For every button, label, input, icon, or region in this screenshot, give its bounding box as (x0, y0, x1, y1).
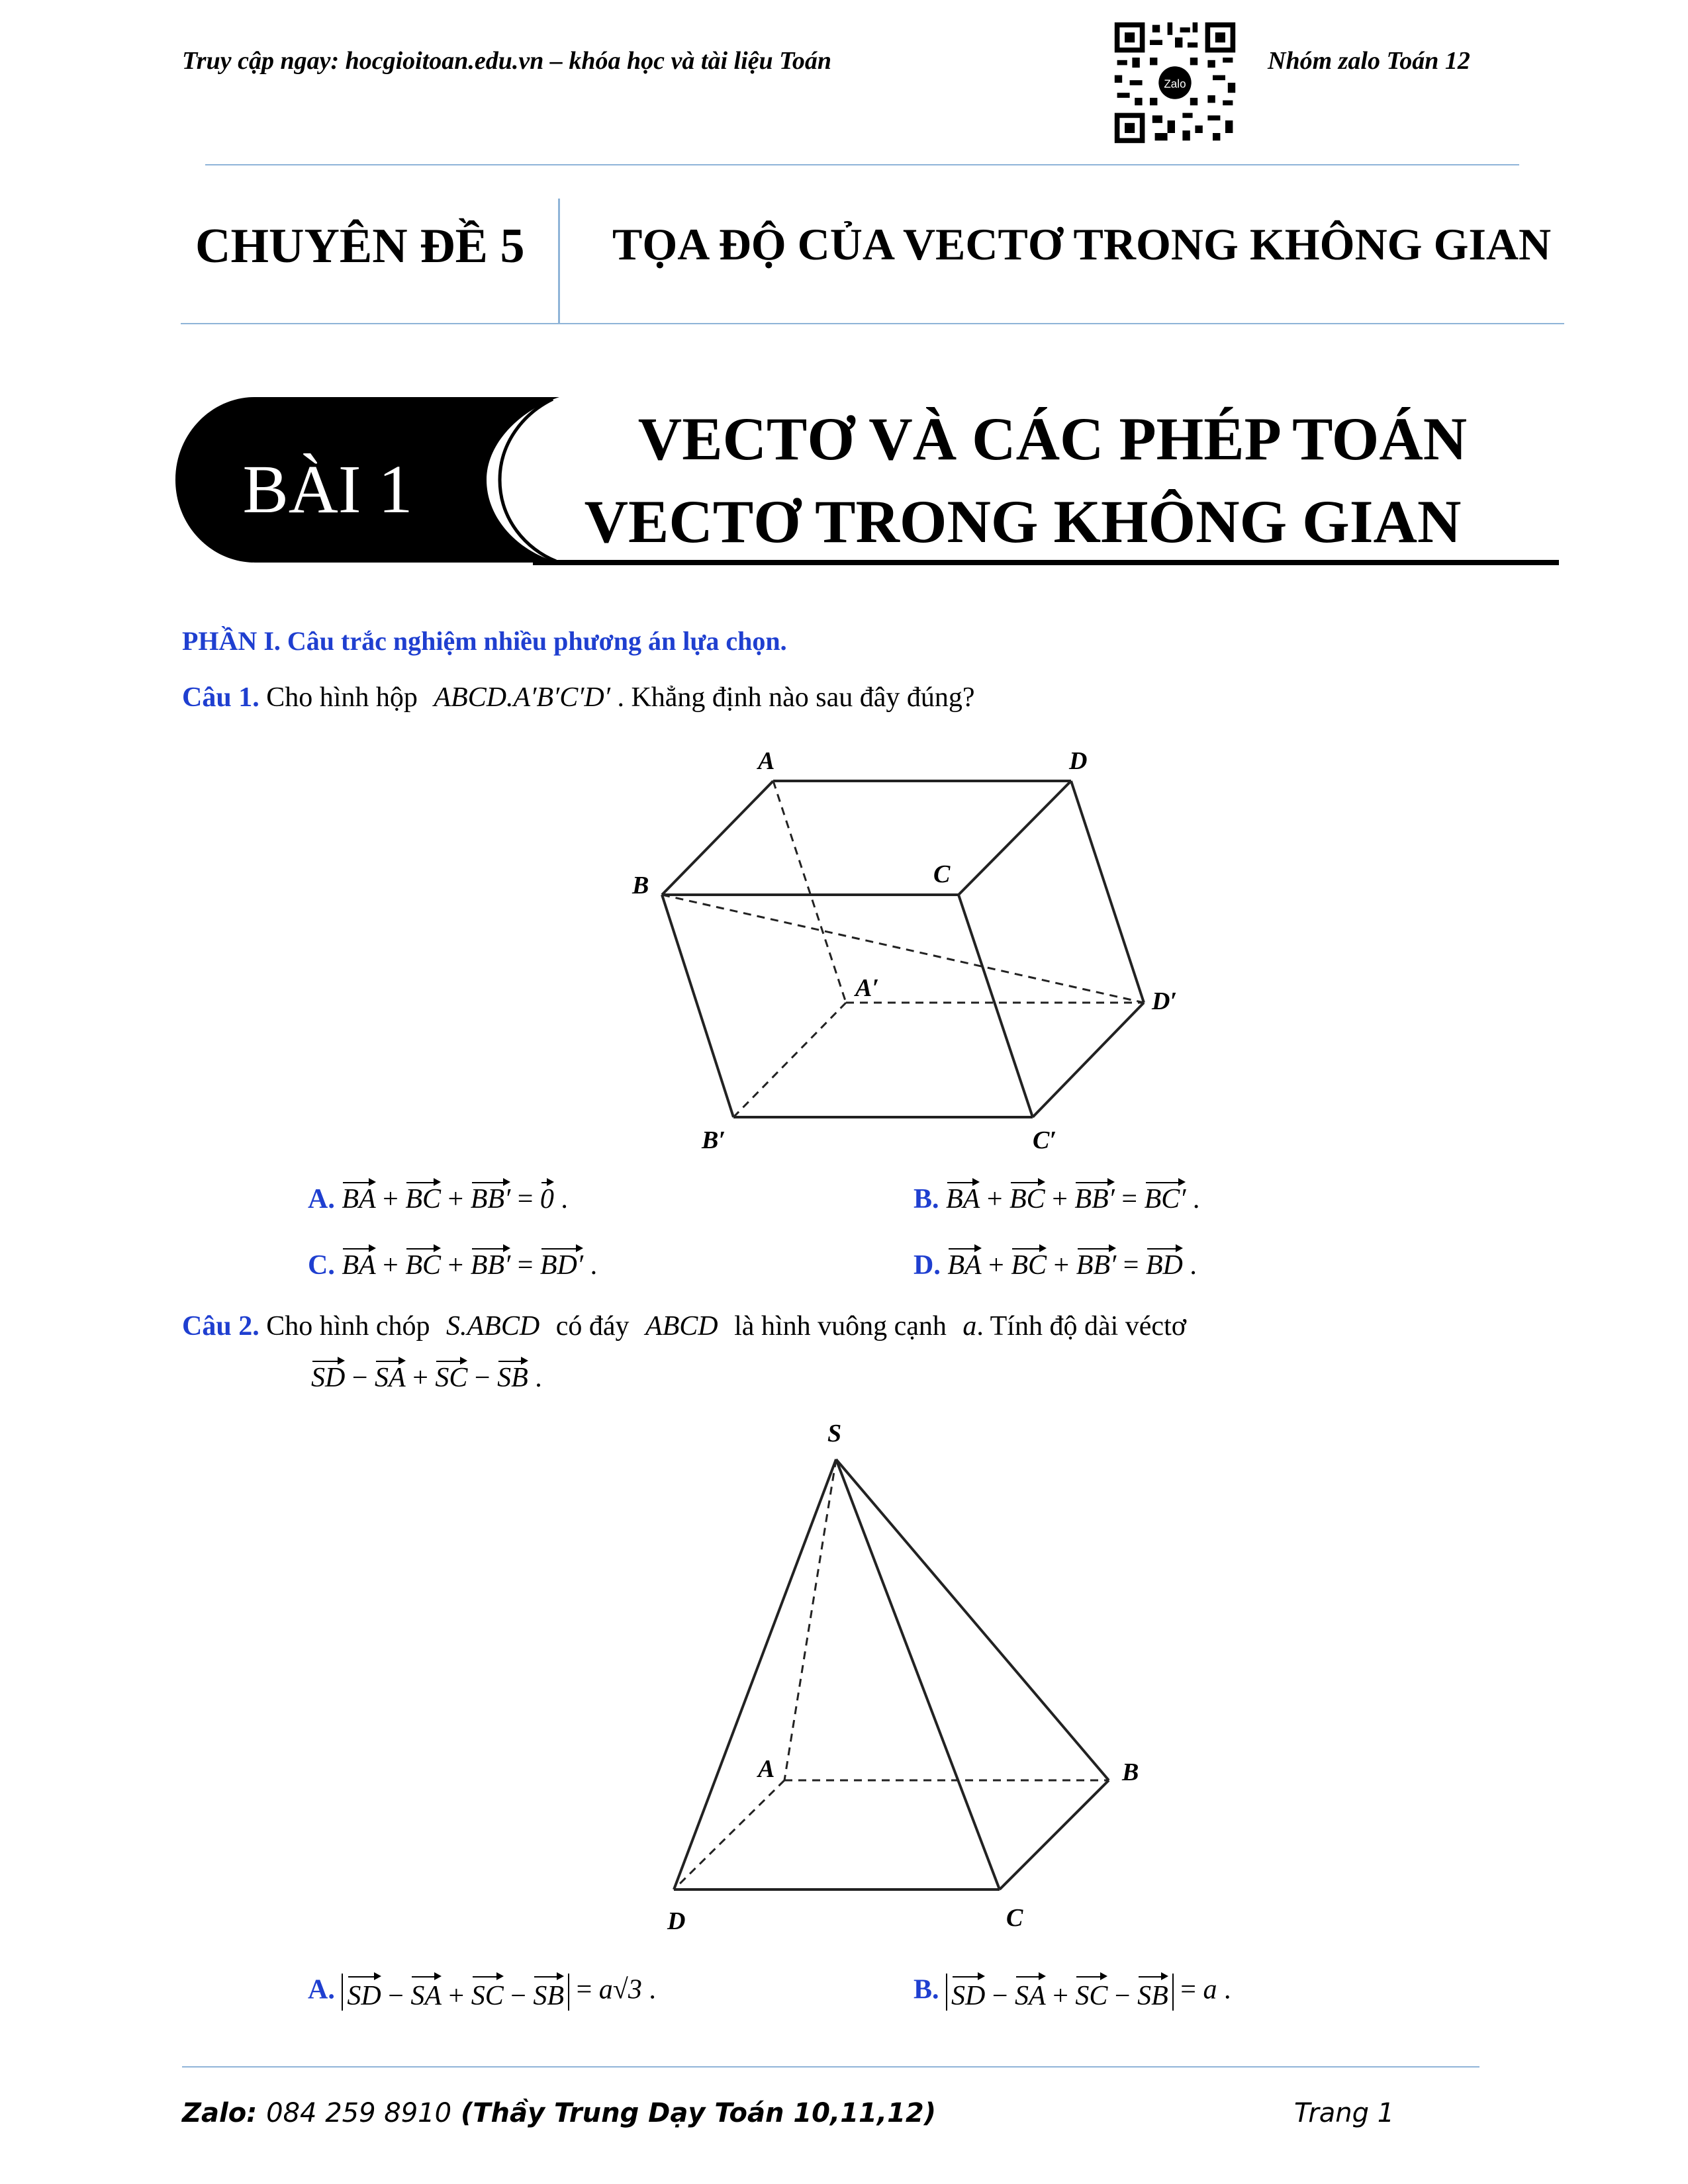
vector: SD (311, 1358, 345, 1394)
fig2-label-s: S (827, 1420, 842, 1447)
question-1-text-after: . Khẳng định nào sau đây đúng? (617, 682, 975, 713)
lesson-label: BÀI 1 (242, 451, 413, 527)
vector: SC (471, 1974, 504, 2015)
question-2-math: a (962, 1311, 977, 1342)
fig1-label-c-prime: C′ (1033, 1126, 1057, 1154)
vector: SA (1015, 1974, 1046, 2015)
fig2-label-c: C (1006, 1904, 1023, 1932)
q1-option-b[interactable]: B. BA + BC + BB′ = BC′ . (914, 1179, 1199, 1215)
question-2-text: . Tính độ dài véctơ (976, 1311, 1186, 1342)
q2-option-b[interactable]: B. SD − SA + SC − SB = a . (914, 1974, 1231, 2011)
q2-option-a[interactable]: A. SD − SA + SC − SB = a√3 . (308, 1974, 656, 2011)
q1-option-d[interactable]: D. BA + BC + BB′ = BD . (914, 1246, 1197, 1281)
vector: SA (375, 1358, 406, 1394)
question-1-text: Cho hình hộp (266, 682, 418, 713)
fig2-label-b: B (1122, 1758, 1139, 1786)
q1-option-c-label: C. (308, 1250, 335, 1281)
question-2-text: Cho hình chóp (266, 1311, 430, 1342)
vector: SA (410, 1974, 442, 2015)
lesson-title-line1: VECTƠ VÀ CÁC PHÉP TOÁN (637, 405, 1468, 473)
question-2-expression: SD − SA + SC − SB . (311, 1358, 542, 1394)
question-2-label: Câu 2. (182, 1311, 259, 1342)
vector: BC (405, 1246, 441, 1281)
q1-option-b-label: B. (914, 1184, 939, 1214)
vector: BD (1146, 1246, 1183, 1281)
topic-title: TỌA ĐỘ CỦA VECTƠ TRONG KHÔNG GIAN (612, 219, 1552, 269)
topic-separator (558, 199, 560, 324)
fig1-label-a: A (758, 747, 775, 775)
norm-bars: SD − SA + SC − SB (342, 1974, 569, 2011)
vector: SB (1137, 1974, 1168, 2015)
vector: SD (347, 1974, 381, 2015)
figure-pyramid (629, 1410, 1192, 1946)
footer-zalo-label: Zalo: (182, 2098, 258, 2128)
topic-rule (181, 323, 1564, 324)
question-2-text: có đáy (555, 1311, 630, 1342)
question-1 (182, 682, 975, 713)
footer-page-number: Trang 1 (1294, 2098, 1395, 2128)
vector: BB′ (1076, 1246, 1117, 1281)
vector: BA (947, 1246, 981, 1281)
vector: BD′ (540, 1246, 583, 1281)
qr-center-label: Zalo (1164, 77, 1186, 91)
vector: BC′ (1145, 1179, 1186, 1215)
fig1-label-d: D (1069, 747, 1088, 775)
vector: SC (435, 1358, 467, 1394)
footer-rule (182, 2066, 1479, 2068)
vector: BB′ (471, 1246, 511, 1281)
vector: BA (946, 1179, 980, 1215)
question-2-math: S.ABCD (446, 1311, 540, 1342)
q1-option-a[interactable]: A. BA + BC + BB′ = 0 . (308, 1179, 568, 1215)
vector: BA (342, 1246, 375, 1281)
fig1-label-c: C (933, 860, 951, 888)
vector: SD (951, 1974, 985, 2015)
fig2-label-d: D (667, 1907, 686, 1935)
figure-parallelepiped (596, 735, 1225, 1165)
q2-option-b-label: B. (914, 1974, 939, 2005)
fig1-label-b: B (632, 872, 649, 899)
vector: BA (342, 1179, 375, 1215)
vector: BB′ (1074, 1179, 1115, 1215)
vector: BC (1009, 1179, 1045, 1215)
vector: BC (405, 1179, 441, 1215)
vector: SB (497, 1358, 528, 1394)
fig2-label-a: A (758, 1755, 775, 1783)
question-2-text: là hình vuông cạnh (734, 1311, 947, 1342)
header-group-text: Nhóm zalo Toán 12 (1268, 47, 1470, 75)
header-site-text: Truy cập ngay: hocgioitoan.edu.vn – khóa học và tài liệu Toán (182, 47, 832, 75)
question-1-math: ABCD.A′B′C′D′ (434, 682, 610, 713)
vector: SB (533, 1974, 564, 2015)
vector: SC (1075, 1974, 1107, 2015)
question-2-math: ABCD (645, 1311, 718, 1342)
question-2 (182, 1310, 1186, 1342)
header-rule (205, 164, 1519, 165)
question-1-label: Câu 1. (182, 682, 259, 713)
part-heading: PHẦN I. Câu trắc nghiệm nhiều phương án lựa chọn. (182, 626, 787, 656)
q2-option-b-value: a (1203, 1974, 1217, 2005)
footer-phone: 084 259 8910 (266, 2098, 452, 2128)
vector: 0 (540, 1179, 554, 1215)
vector: BC (1011, 1246, 1047, 1281)
q1-option-a-label: A. (308, 1184, 335, 1214)
q1-option-d-label: D. (914, 1250, 941, 1281)
fig1-label-a-prime: A′ (855, 974, 880, 1002)
footer-contact (182, 2098, 936, 2128)
q1-option-c[interactable]: C. BA + BC + BB′ = BD′ . (308, 1246, 597, 1281)
norm-bars: SD − SA + SC − SB (946, 1974, 1174, 2011)
fig1-label-b-prime: B′ (702, 1126, 726, 1154)
q2-option-a-label: A. (308, 1974, 335, 2005)
fig1-label-d-prime: D′ (1152, 987, 1178, 1015)
footer-name: (Thầy Trung Dạy Toán 10,11,12) (460, 2098, 937, 2128)
topic-number: CHUYÊN ĐỀ 5 (195, 219, 525, 273)
vector: BB′ (471, 1179, 511, 1215)
q2-option-a-value: a√3 (598, 1974, 642, 2005)
qr-code-icon (1112, 20, 1238, 146)
lesson-title-line2: VECTƠ TRONG KHÔNG GIAN (584, 488, 1462, 555)
